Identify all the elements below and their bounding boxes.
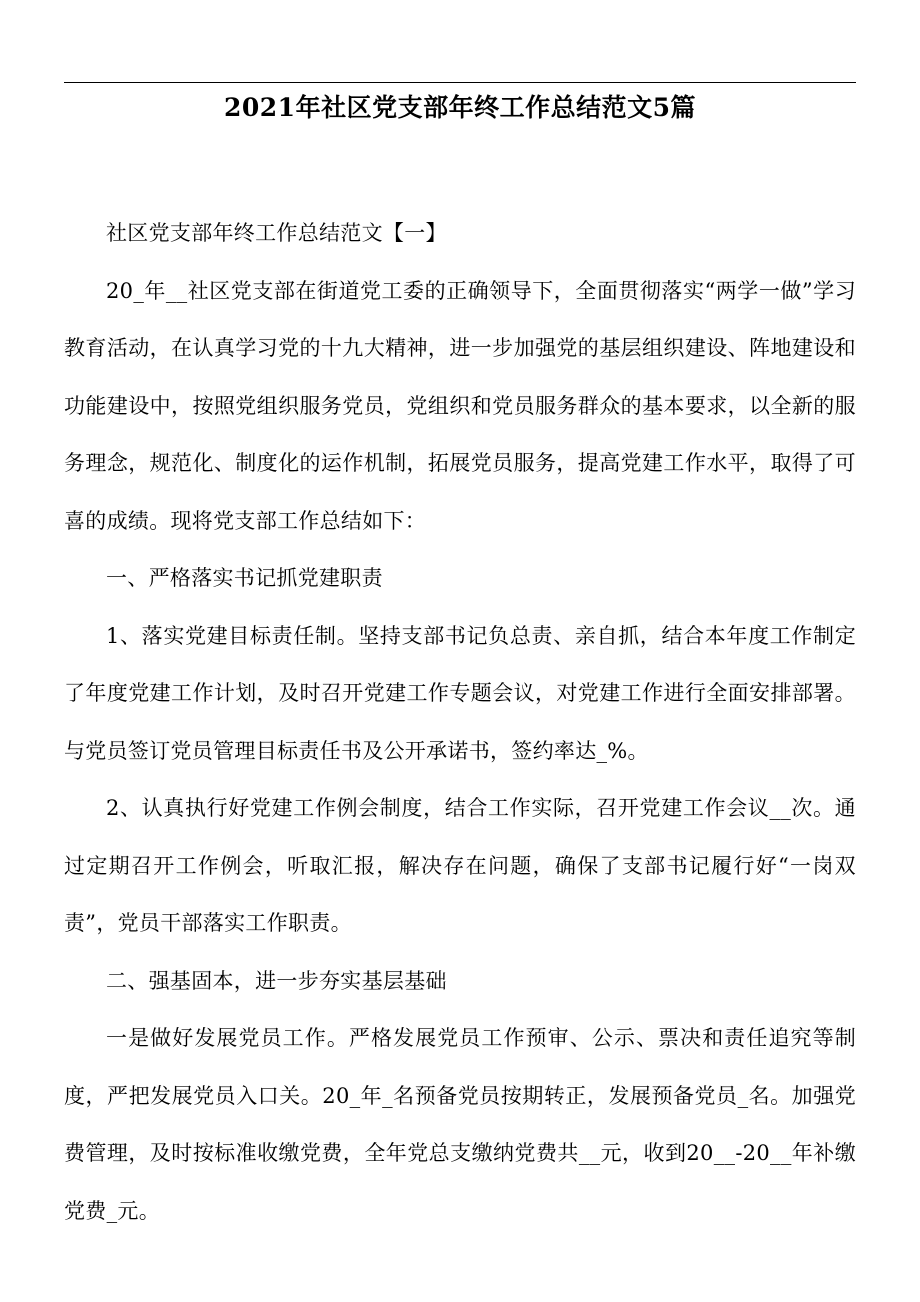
section-heading-fanwen-1: 社区党支部年终工作总结范文【一】 (106, 221, 447, 245)
header-rule (64, 82, 856, 83)
body-paragraph-3: 一是做好发展党员工作。严格发展党员工作预审、公示、票决和责任追究等制度，严把发展党员入口关。20_年_名预备党员按期转正，发展预备党员_名。加强党费管理，及时按标准收缴党费，全年党总支缴纳党费共__元，收到20__-20__年补缴党费_元。 (64, 1026, 856, 1223)
intro-paragraph: 20_年__社区党支部在街道党工委的正确领导下，全面贯彻落实“两学一做”学习教育活动，在认真学习党的十九大精神，进一步加强党的基层组织建设、阵地建设和功能建设中，按照党组织服务党员，党组织和党员服务群众的基本要求，以全新的服务理念，规范化、制度化的运作机制，拓展党员服务，提高党建工作水平，取得了可喜的成绩。现将党支部工作总结如下： (64, 278, 856, 533)
document-title: 2021年社区党支部年终工作总结范文5篇 (224, 93, 696, 122)
document-body (64, 205, 856, 1240)
body-paragraph-1: 1、落实党建目标责任制。坚持支部书记负总责、亲自抓，结合本年度工作制定了年度党建工作计划，及时召开党建工作专题会议，对党建工作进行全面安排部署。与党员签订党员管理目标责任书及公开承诺书，签约率达_%。 (64, 623, 856, 763)
section-heading-2: 二、强基固本，进一步夯实基层基础 (106, 968, 447, 993)
body-paragraph-2: 2、认真执行好党建工作例会制度，结合工作实际，召开党建工作会议__次。通过定期召开工作例会，听取汇报，解决存在问题，确保了支部书记履行好“一岗双责”，党员干部落实工作职责。 (64, 796, 856, 935)
section-heading-1: 一、严格落实书记抓党建职责 (106, 566, 383, 590)
